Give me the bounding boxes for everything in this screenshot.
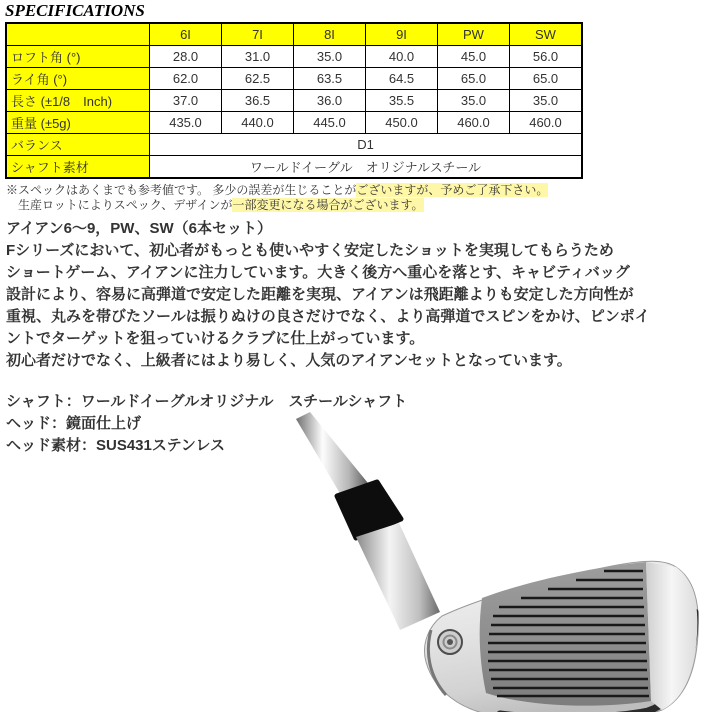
description-line: Fシリーズにおいて、初心者がもっとも使いやすく安定したショットを実現してもらうため: [6, 242, 614, 259]
spec-disclaimer: [6, 183, 548, 213]
head-spec-line: ヘッド：鏡面仕上げ: [6, 415, 142, 432]
cell-length-9i: 35.5: [366, 90, 438, 112]
table-row-length: [6, 90, 582, 112]
cell-lie-9i: 64.5: [366, 68, 438, 90]
description-line: ントでターゲットを狙っていけるクラブに仕上がっています。: [6, 330, 425, 347]
row-label-shaft-material: シャフト素材: [6, 156, 150, 179]
cell-weight-8i: 445.0: [294, 112, 366, 134]
spec-table-corner-cell: [6, 23, 150, 46]
cell-lie-6i: 62.0: [150, 68, 222, 90]
cell-loft-sw: 56.0: [510, 46, 583, 68]
spec-col-7i: 7I: [222, 23, 294, 46]
cell-weight-6i: 435.0: [150, 112, 222, 134]
page-title: SPECIFICATIONS: [5, 1, 145, 20]
club-spec-lines: [6, 391, 407, 457]
cell-lie-sw: 65.0: [510, 68, 583, 90]
disclaimer-line-2: [6, 198, 548, 213]
description-line: ショートゲーム、アイアンに注力しています。大きく後方へ重心を落とす、キャビティバッグ: [6, 264, 630, 281]
cell-loft-6i: 28.0: [150, 46, 222, 68]
table-row-shaft-material: [6, 156, 582, 179]
disclaimer-line1-text: ※スペックはあくまでも参考値です。 多少の誤差が生じることが: [6, 183, 357, 197]
table-row-loft: [6, 46, 582, 68]
cell-loft-8i: 35.0: [294, 46, 366, 68]
row-label-weight: 重量 (±5g): [6, 112, 150, 134]
head-material-spec-line: ヘッド素材：SUS431ステンレス: [6, 437, 225, 454]
table-row-weight: [6, 112, 582, 134]
product-description: [6, 218, 650, 372]
description-line: 設計により、容易に高弾道で安定した距離を実現、アイアンは飛距離よりも安定した方向性が: [6, 286, 634, 303]
shaft-spec-line: シャフト：ワールドイーグルオリジナル スチールシャフト: [6, 393, 408, 410]
cell-weight-sw: 460.0: [510, 112, 583, 134]
cell-weight-pw: 460.0: [438, 112, 510, 134]
cell-loft-pw: 45.0: [438, 46, 510, 68]
table-row-balance: [6, 134, 582, 156]
disclaimer-line2-highlight: 一部変更になる場合がございます。: [232, 198, 424, 212]
row-label-length: 長さ (±1/8 Inch): [6, 90, 150, 112]
cell-loft-9i: 40.0: [366, 46, 438, 68]
table-row-lie: [6, 68, 582, 90]
description-heading: アイアン6～9，PW、SW（6本セット）: [6, 220, 272, 237]
description-line: 重視、丸みを帯びたソールは振りぬけの良さだけでなく、より高弾道でスピンをかけ、ピンポイ: [6, 308, 650, 325]
cell-lie-8i: 63.5: [294, 68, 366, 90]
cell-length-8i: 36.0: [294, 90, 366, 112]
spec-col-8i: 8I: [294, 23, 366, 46]
spec-col-9i: 9I: [366, 23, 438, 46]
cell-loft-7i: 31.0: [222, 46, 294, 68]
spec-col-6i: 6I: [150, 23, 222, 46]
spec-table-header-row: [6, 23, 582, 46]
cell-balance: D1: [150, 134, 583, 156]
row-label-loft: ロフト角 (°): [6, 46, 150, 68]
cell-weight-7i: 440.0: [222, 112, 294, 134]
description-line: 初心者だけでなく、上級者にはより易しく、人気のアイアンセットとなっています。: [6, 352, 572, 369]
cell-length-6i: 37.0: [150, 90, 222, 112]
cell-weight-9i: 450.0: [366, 112, 438, 134]
cell-length-7i: 36.5: [222, 90, 294, 112]
row-label-lie: ライ角 (°): [6, 68, 150, 90]
row-label-balance: バランス: [6, 134, 150, 156]
spec-col-sw: SW: [510, 23, 583, 46]
cell-length-sw: 35.0: [510, 90, 583, 112]
cell-lie-pw: 65.0: [438, 68, 510, 90]
spec-table: [5, 22, 583, 179]
cell-length-pw: 35.0: [438, 90, 510, 112]
spec-col-pw: PW: [438, 23, 510, 46]
disclaimer-line2-text: 生産ロットによりスペック、デザインが: [6, 198, 233, 212]
cell-shaft-material: ワールドイーグル オリジナルスチール: [150, 156, 583, 179]
disclaimer-line1-highlight: ございますが、予めご了承下さい。: [356, 183, 549, 197]
disclaimer-line-1: [6, 183, 548, 198]
cell-lie-7i: 62.5: [222, 68, 294, 90]
